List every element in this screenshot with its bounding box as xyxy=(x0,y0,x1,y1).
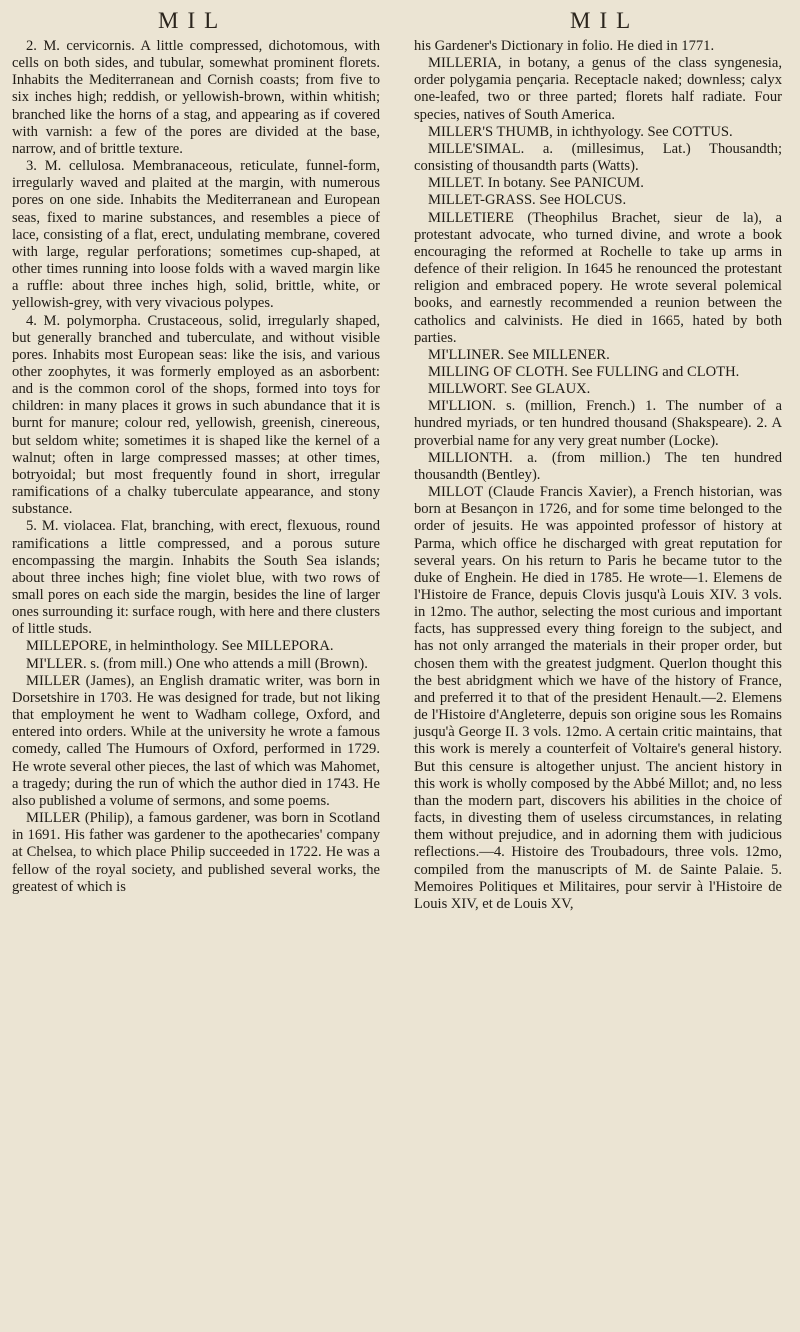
dictionary-entry: MILLE'SIMAL. a. (millesimus, Lat.) Thousandth; consisting of thousandth parts (Watts). xyxy=(414,140,782,175)
dictionary-entry: MILLER (James), an English dramatic writer, was born in Dorsetshire in 1703. He was designed for trade, but not liking that employment he went to Wadham college, Oxford, and entered into orders. While at the university he wrote a famous comedy, called The Humours of Oxford, performed in 1729. He wrote several other pieces, the last of which was Mahomet, a tragedy; during the run of which the author died in 1743. He also published a volume of sermons, and some poems. xyxy=(12,672,380,809)
dictionary-entry: MILLER'S THUMB, in ichthyology. See COTTUS. xyxy=(428,123,733,140)
right-column xyxy=(414,38,782,913)
dictionary-entry: MI'LLION. s. (million, French.) 1. The number of a hundred myriads, or ten hundred thousand (Shakspeare). 2. A proverbial name for any very great number (Locke). xyxy=(414,398,782,449)
dictionary-entry: his Gardener's Dictionary in folio. He died in 1771. xyxy=(414,38,715,54)
running-header-left: MIL xyxy=(158,8,228,33)
dictionary-entry: MILLEPORE, in helminthology. See MILLEPORA. xyxy=(26,638,334,655)
dictionary-entry: MI'LLER. s. (from mill.) One who attends a mill (Brown). xyxy=(26,655,368,672)
dictionary-entry: MILLWORT. See GLAUX. xyxy=(428,381,591,398)
dictionary-entry: MI'LLINER. See MILLENER. xyxy=(428,346,610,363)
dictionary-entry: 5. M. violacea. Flat, branching, with erect, flexuous, round ramifications a little compressed, and a porous suture encompassing the margin. Inhabits the South Sea islands; about three inches high; fine violet blue, with two rows of small pores on each side the margin, besides the line of larger ones surrounding it: surface rough, with here and there clusters of little studs. xyxy=(12,518,380,638)
dictionary-entry: 3. M. cellulosa. Membranaceous, reticulate, funnel-form, irregularly waved and plaited at the margin, with numerous pores on one side. Inhabits the Mediterranean and European seas, fixed to marine substances, and resembles a piece of lace, consisting of a flat, erect, undulating membrane, covered with large, regular perforations; sometimes cup-shaped, at other times running into loose folds with a waved margin like a ruffle: about three inches high, solid, brittle, white, or yellowish-grey, with very vivacious polypes. xyxy=(12,158,380,312)
dictionary-entry: MILLET-GRASS. See HOLCUS. xyxy=(428,192,627,209)
dictionary-entry: MILLER (Philip), a famous gardener, was born in Scotland in 1691. His father was gardener to the apothecaries' company at Chelsea, to which place Philip succeeded in 1722. He was a fellow of the royal society, and published several works, the greatest of which is xyxy=(12,810,380,895)
dictionary-entry: MILLOT (Claude Francis Xavier), a French historian, was born at Besançon in 1726, and for some time belonged to the order of jesuits. He was appointed professor of history at Parma, which office he discharged with great reputation for several years. On his return to Paris he became tutor to the duke of Enghein. He died in 1785. He wrote—1. Elemens de l'Histoire de France, depuis Clovis jusqu'à Louis XIV. 3 vols. in 12mo. The author, selecting the most curious and important facts, has suppressed every thing foreign to the subject, and has not only arranged the materials in their proper order, but chosen them with the greatest judgment. Querlon thought this the best abridgment which we have of the history of France, and preferred it to that of the president Henault.—2. Elemens de l'Histoire d'Angleterre, depuis son origine sous les Romains jusqu'à George II. 3 vols. 12mo. A certain critic maintains, that this work is merely a counterfeit of Voltaire's general history. But this censure is altogether unjust. The ancient history in this work is wholly composed by the Abbé Millot; and, no less than the modern part, discovers his abilities in the choice of facts, in divesting them of useless circumstances, in relating them without prejudice, and in adorning them with judicious reflections.—4. Histoire des Troubadours, three vols. 12mo, compiled from the manuscripts of M. de Sainte Palaie. 5. Memoires Politiques et Militaires, pour servir à l'Histoire de Louis XIV, et de Louis XV, xyxy=(414,484,782,912)
dictionary-entry: MILLERIA, in botany, a genus of the class syngenesia, order polygamia pençaria. Receptacle naked; downless; calyx one-leafed, two or three parted; florets half radiate. Four species, natives of South America. xyxy=(414,55,782,123)
dictionary-entry: MILLET. In botany. See PANICUM. xyxy=(428,175,644,192)
dictionary-entry: 4. M. polymorpha. Crustaceous, solid, irregularly shaped, but generally branched and tuberculate, and without visible pores. Inhabits most European seas: like the isis, and various other zoophytes, it was formerly employed as an asborbent: and is the common corol of the shops, formed into toys for children: in many places it grows in such abundance that it is burnt for manure; colour red, yellowish, greenish, cinereous, but seldom white; sometimes it is shaped like the kernel of a walnut; often in large compressed masses; at other times, botryoidal; but most frequently found in short, irregular ramifications of a chalky tuberculate appearance, and stony substance. xyxy=(12,312,380,518)
dictionary-entry: MILLETIERE (Theophilus Brachet, sieur de la), a protestant advocate, who turned divine, and wrote a book encouraging the reformed at Rochelle to take up arms in defence of their religion. In 1645 he renounced the protestant religion and embraced popery. He wrote several polemical books, and earnestly recommended a reunion between the catholics and calvinists. He died in 1665, hated by both parties. xyxy=(414,209,782,346)
dictionary-entry: MILLIONTH. a. (from million.) The ten hundred thousandth (Bentley). xyxy=(414,449,782,483)
left-column xyxy=(12,38,380,896)
running-header-right: MIL xyxy=(570,8,640,33)
dictionary-entry: 2. M. cervicornis. A little compressed, dichotomous, with cells on both sides, and tubular, somewhat prominent florets. Inhabits the Mediterranean and Cornish coasts; from five to six inches high; reddish, or yellowish-brown, within whitish; branched like the horns of a stag, and appearing as if covered with varnish: a few of the pores are divided at the base, narrow, and of brittle texture. xyxy=(12,38,380,157)
dictionary-entry: MILLING OF CLOTH. See FULLING and CLOTH. xyxy=(428,363,740,380)
